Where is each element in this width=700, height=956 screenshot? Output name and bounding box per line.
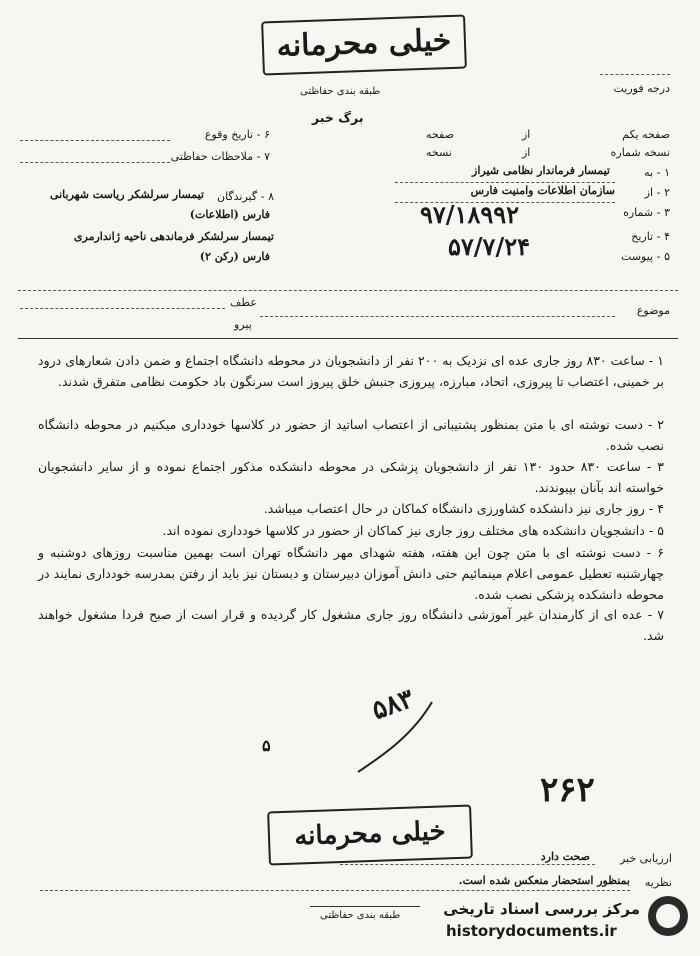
recipients-line3: تیمسار سرلشکر فرماندهی ناحیه ژاندارمری	[73, 230, 274, 243]
top-classification-stamp: خیلی محرمانه	[261, 14, 467, 75]
page-label: صفحه یکم	[622, 128, 670, 141]
body-item-7: ۷ - عده ای از کارمندان غیر آموزشی دانشگاه روز جاری مشغول کار گردیده و قرار است از صبح فردا مشغول خواهند شد.	[38, 607, 664, 643]
evaluation-label: ارزیابی خبر	[619, 852, 672, 865]
classification-label-top: طبقه بندی حفاظتی	[300, 86, 381, 97]
handwritten-margin-note: ۵۸۳	[368, 683, 418, 727]
to-value: تیمسار فرماندار نظامی شیراز	[472, 164, 610, 177]
number-label: ۳ - شماره	[623, 206, 670, 219]
opinion-label: نظریه	[644, 876, 672, 889]
opinion-text: بمنظور استحضار منعکس شده است.	[458, 874, 630, 887]
watermark-url: historydocuments.ir	[446, 922, 617, 940]
copy-label: نسخه شماره	[610, 146, 670, 159]
to-label: ۱ - به	[644, 166, 670, 179]
date-label: ۴ - تاریخ	[631, 230, 670, 243]
bottom-classification-stamp: خیلی محرمانه	[267, 804, 473, 865]
body-item-5: ۵ - دانشجویان دانشکده های مختلف روز جاری نیز کماکان از حضور در کلاسها خودداری نموده اند.	[162, 523, 664, 538]
from-value: سازمان اطلاعات وامنیت فارس	[470, 184, 615, 197]
recipients-label: ۸ - گیرندگان	[216, 190, 274, 203]
number-value: ۹۷/۱۸۹۹۲	[420, 200, 519, 229]
occurrence-date-label: ۶ - تاریخ وقوع	[204, 128, 270, 141]
ref-label-2: پیرو	[234, 318, 252, 331]
recipients-line4: فارس (رکن ۲)	[199, 250, 270, 263]
recipients-line1: تیمسار سرلشکر ریاست شهربانی	[49, 188, 204, 201]
from-label: ۲ - از	[644, 186, 670, 199]
page-suffix: صفحه	[426, 128, 454, 141]
page-of: از	[522, 128, 531, 141]
body-item-4: ۴ - روز جاری نیز دانشکده کشاورزی دانشگاه کماکان در حال اعتصاب میباشد.	[263, 501, 664, 516]
body-item-6: ۶ - دست نوشته ای با متن چون این هفته، هفته شهدای مهر دانشگاه تهران است بهمین مناسبت روزهای دوشنبه و چهارشنبه تعطیل عمومی اعلام مینمائیم حتی دانش آموزان دبیرستان و دبستان نیز باید از رفتن بمدرسه خودداری نمایند در محوطه دانشکده پزشکی نصب شده.	[38, 545, 664, 602]
attachment-label: ۵ - پیوست	[621, 250, 670, 263]
classification-label-bottom: طبقه بندی حفاظتی	[320, 910, 401, 921]
date-value: ۵۷/۷/۲۴	[448, 232, 530, 261]
ref-label-1: عطف	[230, 296, 257, 309]
body-item-3: ۳ - ساعت ۸۳۰ حدود ۱۳۰ نفر از دانشجویان پزشکی در محوطه دانشکده مذکور اجتماع نموده و از سایر دانشجویان خواسته اند بآنان بپیوندند.	[38, 459, 664, 495]
subject-label: موضوع	[636, 304, 670, 317]
watermark-title: مرکز بررسی اسناد تاریخی	[443, 900, 640, 918]
copy-suffix: نسخه	[426, 146, 452, 159]
security-notes-label: ۷ - ملاحظات حفاظتی	[170, 150, 270, 163]
handwritten-bottom-number: ۲۶۲	[540, 770, 595, 810]
body-item-1: ۱ - ساعت ۸۳۰ روز جاری عده ای نزدیک به ۲۰۰ نفر از دانشجویان در محوطه دانشگاه اجتماع و ضمن دادن شعارهای درود بر خمینی، اعتصاب تا پیروزی، اتحاد، مبارزه، پیروزی جنبش خلق پیروز است سرنگون باد حکومت نظامی متفرق شدند.	[38, 353, 664, 389]
recipients-line2: فارس (اطلاعات)	[189, 208, 270, 221]
evaluation-value: صحت دارد	[540, 850, 590, 863]
handwritten-small-mark: ۵	[262, 736, 271, 755]
copy-of: از	[522, 146, 531, 159]
handwritten-curve	[352, 696, 442, 776]
priority-label: درجه فوریت	[613, 82, 670, 95]
form-title: برگ خبر	[312, 110, 364, 125]
body-item-2: ۲ - دست نوشته ای با متن بمنظور پشتیبانی از اعتصاب اساتید از حضور در کلاسها خودداری میکنیم در محوطه دانشگاه نصب شده.	[38, 417, 664, 453]
